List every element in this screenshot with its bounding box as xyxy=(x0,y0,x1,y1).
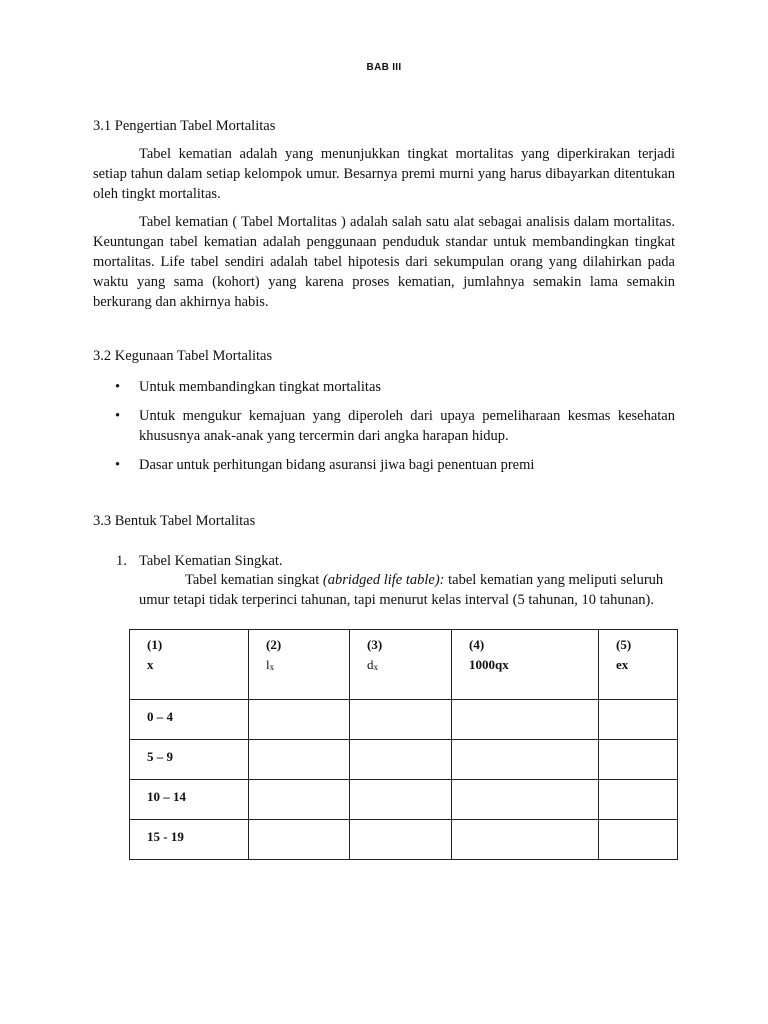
table-row xyxy=(130,820,678,860)
table-header-cell xyxy=(130,630,249,700)
table-header-cell xyxy=(350,630,452,700)
header-number: (1) xyxy=(147,637,163,652)
paragraph-definition xyxy=(93,144,675,204)
table-row xyxy=(130,700,678,740)
age-group-cell: 0 – 4 xyxy=(130,700,249,740)
list-item xyxy=(93,455,675,475)
abridged-prefix: Tabel kematian singkat xyxy=(185,572,323,588)
table-cell xyxy=(350,780,452,820)
table-cell xyxy=(350,740,452,780)
life-table xyxy=(129,629,678,860)
table-cell xyxy=(249,780,350,820)
age-group-cell: 15 - 19 xyxy=(130,820,249,860)
bullet-icon: • xyxy=(115,457,121,473)
abridged-description xyxy=(139,570,669,610)
paragraph-life-table xyxy=(93,212,675,312)
list-item-text: Untuk membandingkan tingkat mortalitas xyxy=(139,379,382,395)
table-cell xyxy=(452,780,599,820)
table-cell xyxy=(452,740,599,780)
table-header-cell xyxy=(249,630,350,700)
header-number: (3) xyxy=(367,637,383,652)
uses-list xyxy=(93,377,675,475)
table-cell xyxy=(350,700,452,740)
paragraph-definition-text: Tabel kematian adalah yang menunjukkan tingkat mortalitas yang diperkirakan terjadi setiap tahun dalam setiap kelompok umur. Besarnya premi murni yang harus dibayarkan ditentukan oleh tingkt mortalitas. xyxy=(93,146,675,202)
header-number: (2) xyxy=(266,637,282,652)
list-item xyxy=(93,377,675,397)
section-heading-3-1: 3.1 Pengertian Tabel Mortalitas xyxy=(93,118,276,134)
header-number: (4) xyxy=(469,637,485,652)
section-heading-3-2: 3.2 Kegunaan Tabel Mortalitas xyxy=(93,348,273,364)
header-number: (5) xyxy=(616,637,632,652)
paragraph-life-table-text: Tabel kematian ( Tabel Mortalitas ) adalah salah satu alat sebagai analisis dalam mortalitas. Keuntungan tabel kematian adalah penggunaan penduduk standar untuk membandingkan tingkat mortalitas. Life tabel sendiri adalah tabel hipotesis dari sekumpulan orang yang dilahirkan pada waktu yang sama (kohort) yang karena proses kematian, jumlahnya semakin lama semakin berkurang dan akhirnya habis. xyxy=(93,214,675,310)
list-item-text: Untuk mengukur kemajuan yang diperoleh dari upaya pemeliharaan kesmas kesehatan khususnya anak-anak yang tercermin dari angka harapan hidup. xyxy=(139,408,675,444)
header-label: 1000qx xyxy=(469,657,509,672)
abridged-term: (abridged life table): xyxy=(322,572,445,588)
bullet-icon: • xyxy=(115,408,121,424)
table-header-cell xyxy=(599,630,678,700)
section-heading-3-3: 3.3 Bentuk Tabel Mortalitas xyxy=(93,513,256,529)
header-label: ex xyxy=(616,657,629,672)
table-cell xyxy=(599,740,678,780)
table-cell xyxy=(599,820,678,860)
table-cell xyxy=(249,740,350,780)
table-header-row xyxy=(130,630,678,700)
age-group-cell: 5 – 9 xyxy=(130,740,249,780)
item-title: Tabel Kematian Singkat. xyxy=(139,553,283,569)
list-item-text: Dasar untuk perhitungan bidang asuransi jiwa bagi penentuan premi xyxy=(139,457,535,473)
header-label: x xyxy=(147,657,154,672)
table-cell xyxy=(350,820,452,860)
table-cell xyxy=(599,700,678,740)
table-row xyxy=(130,740,678,780)
item-number: 1. xyxy=(116,553,127,569)
header-label: $d_x$ xyxy=(367,657,378,672)
table-cell xyxy=(599,780,678,820)
abridged-rest: tabel kematian yang meliputi seluruh umur tetapi tidak terperinci tahunan, tapi menurut kelas interval (5 tahunan, 10 tahunan). xyxy=(139,572,664,608)
table-cell xyxy=(452,700,599,740)
header-label: $l_x$ xyxy=(266,657,275,672)
age-group-cell: 10 – 14 xyxy=(130,780,249,820)
bullet-icon: • xyxy=(115,379,121,395)
table-row xyxy=(130,780,678,820)
table-header-cell xyxy=(452,630,599,700)
table-cell xyxy=(452,820,599,860)
chapter-title: BAB III xyxy=(366,62,402,73)
list-item xyxy=(93,406,675,446)
table-cell xyxy=(249,820,350,860)
table-cell xyxy=(249,700,350,740)
